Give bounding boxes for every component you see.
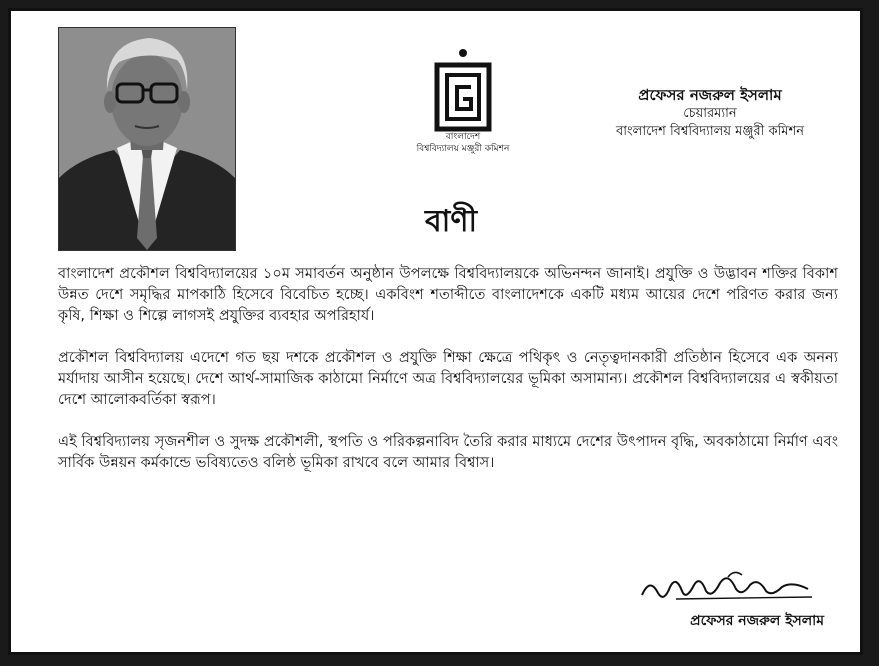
author-organization: বাংলাদেশ বিশ্ববিদ্যালয় মঞ্জুরী কমিশন (616, 124, 804, 139)
logo-caption-line2: বিশ্ববিদ্যালয় মঞ্জুরী কমিশন (416, 144, 510, 154)
author-header (580, 85, 840, 141)
signature-name: প্রফেসর নজরুল ইসলাম (690, 613, 824, 629)
portrait-photo (58, 27, 236, 251)
paragraph: বাংলাদেশ প্রকৌশল বিশ্ববিদ্যালয়ের ১০ম সমাবর্তন অনুষ্ঠান উপলক্ষে বিশ্ববিদ্যালয়কে অভিনন্দন জানাই। প্রযুক্তি ও উদ্ভাবন শক্তির বিকাশ উন্নত দেশে সমৃদ্ধির মাপকাঠি হিসেবে বিবেচিত হচ্ছে। একবিংশ শতাব্দীতে বাংলাদেশকে একটি মধ্যম আয়ের দেশে পরিণত করার জন্য কৃষি, শিক্ষা ও শিল্পে লাগসই প্রযুক্তির ব্যবহার অপরিহার্য। (58, 265, 838, 324)
handwritten-signature (636, 567, 816, 607)
message-card (8, 8, 863, 655)
author-designation: চেয়ারম্যান (683, 106, 737, 121)
paragraph: এই বিশ্ববিদ্যালয় সৃজনশীল ও সুদক্ষ প্রকৌশলী, স্থপতি ও পরিকল্পনাবিদ তৈরি করার মাধ্যমে দেশের উৎপাদন বৃদ্ধি, অবকাঠামো নির্মাণ এবং সার্বিক উন্নয়ন কর্মকান্ডে ভবিষ্যতেও বলিষ্ঠ ভূমিকা রাখবে বলে আমার বিশ্বাস। (58, 433, 838, 471)
logo-caption-line1: বাংলাদেশ (445, 132, 481, 142)
author-name: প্রফেসর নজরুল ইসলাম (638, 86, 782, 104)
message-body (58, 263, 838, 494)
paragraph: প্রকৌশল বিশ্ববিদ্যালয় এদেশে গত ছয় দশকে প্রকৌশল ও প্রযুক্তি শিক্ষা ক্ষেত্রে পথিকৃৎ ও নেতৃত্বদানকারী প্রতিষ্ঠান হিসেবে এক অনন্য মর্যাদায় আসীন হয়েছে। দেশে আর্থ-সামাজিক কাঠামো নির্মাণে অত্র বিশ্ববিদ্যালয়ের ভূমিকা অসামান্য। প্রকৌশল বিশ্ববিদ্যালয়ের এ স্বকীয়তা দেশে আলোকবর্তিকা স্বরূপ। (58, 349, 838, 408)
message-title: বাণী (424, 204, 478, 239)
logo-caption (391, 131, 535, 155)
portrait-illustration (59, 28, 235, 250)
